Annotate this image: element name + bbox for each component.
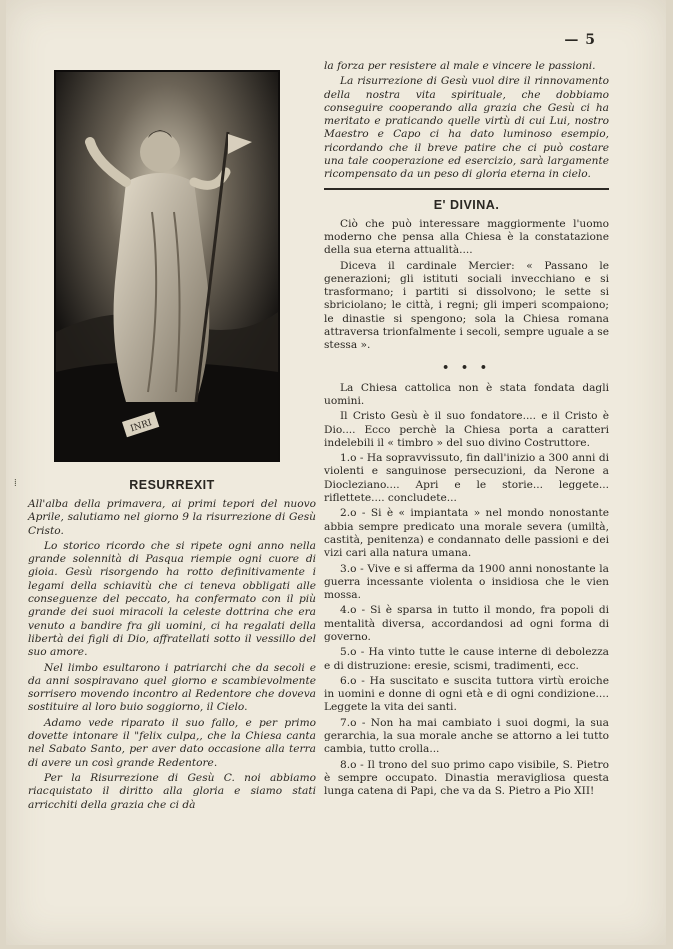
list-item: 3.o - Vive e si afferma da 1900 anni nonostante la guerra incessante violenta o insidiosa che le vien mossa. — [324, 562, 609, 602]
article-title-resurrexit: RESURREXIT — [129, 478, 215, 492]
paragraph: la forza per resistere al male e vincere le passioni. — [324, 60, 596, 72]
newsletter-page — [6, 0, 666, 945]
left-column — [28, 470, 316, 814]
list-item: 8.o - Il trono del suo primo capo visibile, S. Pietro è sempre occupato. Dinastia meravigliosa questa lunga catena di Papi, che va da S. Pietro a Pio XII! — [324, 758, 609, 798]
page-number: — 5 — [564, 32, 596, 48]
divider — [324, 188, 609, 190]
paragraph: Diceva il cardinale Mercier: « Passano le generazioni; gli istituti sociali invecchiano e si trasformano; i partiti si dissolvono; le sette si sbriciolano; le città, i regni; gli imperi scompaiono; le dinastie si spengono; sola la Chiesa romana attraversa trionfalmente i secoli, sempre uguale a se stessa ». — [324, 259, 609, 352]
right-column — [324, 60, 609, 801]
list-item: 5.o - Ha vinto tutte le cause interne di debolezza e di distruzione: eresie, scismi, tradimenti, ecc. — [324, 646, 609, 672]
article-title-e-divina: E' DIVINA. — [433, 197, 500, 212]
inri-banner: INRI — [129, 418, 154, 435]
paragraph: La Chiesa cattolica non è stata fondata dagli uomini. — [324, 381, 609, 407]
list-item: 1.o - Ha sopravvissuto, fin dall'inizio a 300 anni di violenti e sanguinose persecuzioni, da Nerone a Diocleziano.... Apri e le storie... leggete... riflettete.... concludete... — [324, 452, 609, 505]
list-item: 2.o - Si è « impiantata » nel mondo nonostante abbia sempre predicato una morale severa (umiltà, castità, penitenza) e condannato delle passioni e dei vizi cari alla natura umana. — [324, 507, 609, 560]
list-item: 7.o - Non ha mai cambiato i suoi dogmi, la sua gerarchia, la sua morale anche se attorno a lei tutto cambia, tutto crolla... — [324, 716, 609, 756]
risen-christ-icon — [56, 72, 278, 460]
resurrection-illustration — [54, 70, 280, 462]
paragraph: Ciò che può interessare maggiormente l'uomo moderno che pensa alla Chiesa è la constatazione della sua eterna attualità.... — [324, 217, 609, 257]
list-item: 6.o - Ha suscitato e suscita tuttora virtù eroiche in uomini e donne di ogni età e di ogni condizione.... Leggete la vita dei santi. — [324, 674, 609, 714]
paragraph: Il Cristo Gesù è il suo fondatore.... e il Cristo è Dio.... Ecco perchè la Chiesa porta a caratteri indelebili il « timbro » del suo divino Costruttore. — [324, 410, 609, 449]
paragraph: La risurrezione di Gesù vuol dire il rinnovamento della nostra vita spirituale, che dobbiamo conseguire cooperando alla grazia che Gesù ci ha meritato e praticando quelle virtù di cui Lui, nostro Maestro e Capo ci ha dato luminoso esempio, ricordando che il breve patire che ci può costare una tale cooperazione ed esercizio, sarà largamente ricompensato da un peso di gloria eterna in cielo. — [324, 75, 609, 181]
paragraph: Per la Risurrezione di Gesù C. noi abbiamo riacquistato il diritto alla gloria e siamo stati arricchiti della grazia che ci dà — [28, 771, 316, 811]
paragraph: Nel limbo esultarono i patriarchi che da secoli e da anni sospiravano quel giorno e scambievolmente sorrisero movendo incontro al Redentore che doveva sostituire al loro buio soggiorno, il Cielo. — [28, 661, 316, 714]
paragraph: Lo storico ricordo che si ripete ogni anno nella grande solennità di Pasqua riempie ogni cuore di gioia. Gesù risorgendo ha rotto definitivamente i legami della schiavitù che ci teneva obbligati alle conseguenze del peccato, ha confermato con il più grande dei suoi miracoli la celeste dottrina che era venuto a bandire fra gli uomini, ci ha regalati della libertà dei figli di Dio, affratellati sotto il vessillo del suo amore. — [28, 539, 316, 659]
list-item: 4.o - Si è sparsa in tutto il mondo, fra popoli di mentalità diversa, accordandosi ad ogni forma di governo. — [324, 604, 609, 643]
separator-dots: • • • — [442, 360, 491, 374]
paragraph: All'alba della primavera, ai primi tepori del nuovo Aprile, salutiamo nel giorno 9 la risurrezione di Gesù Cristo. — [28, 498, 316, 537]
paragraph: Adamo vede riparato il suo fallo, e per primo dovette intonare il "felix culpa,, che la Chiesa canta nel Sabato Santo, per aver dato occasione alla terra di avere un così grande Redentore. — [28, 716, 316, 769]
margin-mark: ⁞ — [14, 478, 17, 489]
